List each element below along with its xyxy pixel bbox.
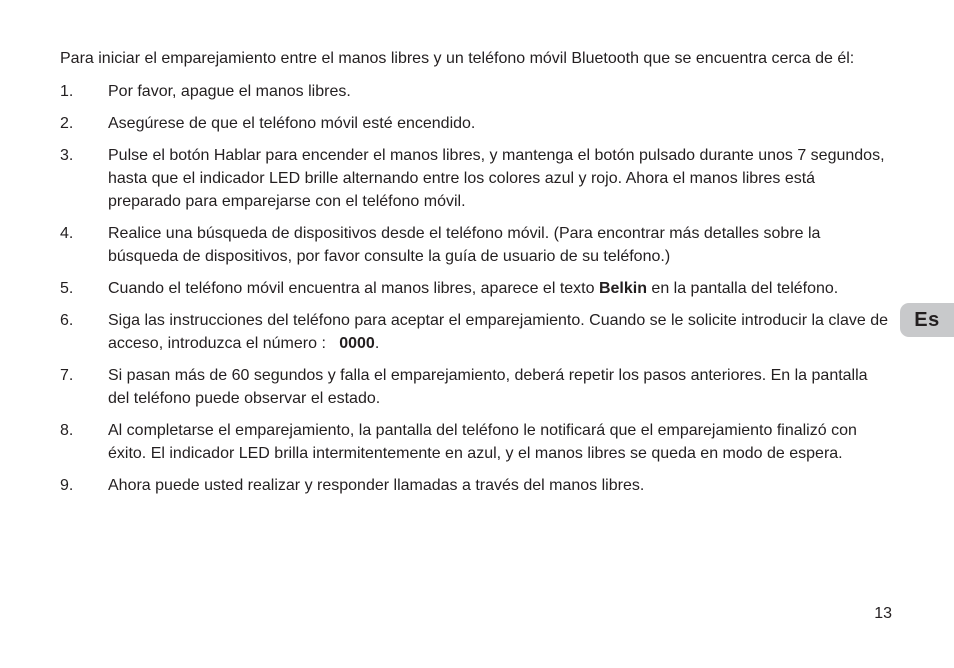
step-number: 4. <box>60 225 74 242</box>
list-item <box>60 309 892 355</box>
list-item <box>60 80 892 103</box>
step-text-after: en la pantalla del teléfono. <box>646 280 839 297</box>
page-content <box>60 47 892 506</box>
step-text <box>108 277 892 300</box>
passkey-bold: 0000 <box>339 335 375 352</box>
step-number: 6. <box>60 312 74 329</box>
list-item <box>60 144 892 213</box>
step-text: Pulse el botón Hablar para encender el manos libres, y mantenga el botón pulsado durante unos 7 segundos, hasta que el indicador LED brille alternando entre los colores azul y rojo. Ahora el manos libres está preparado para emparejarse con el teléfono móvil. <box>108 147 885 210</box>
step-number: 2. <box>60 115 74 132</box>
list-item <box>60 112 892 135</box>
step-text: Por favor, apague el manos libres. <box>108 83 351 100</box>
step-number: 7. <box>60 367 74 384</box>
step-number: 9. <box>60 477 74 494</box>
list-item <box>60 419 892 465</box>
page-number: 13 <box>874 605 892 622</box>
step-text-after: . <box>374 335 380 352</box>
step-text: Al completarse el emparejamiento, la pantalla del teléfono le notificará que el emparejamiento finalizó con éxito. El indicador LED brilla intermitentemente en azul, y el manos libres se queda en modo de espera. <box>108 422 857 462</box>
step-text: Ahora puede usted realizar y responder llamadas a través del manos libres. <box>108 477 645 494</box>
step-text: Realice una búsqueda de dispositivos desde el teléfono móvil. (Para encontrar más detalles sobre la búsqueda de dispositivos, por favor consulte la guía de usuario de su teléfono.) <box>108 225 821 265</box>
step-number: 3. <box>60 147 74 164</box>
list-item <box>60 364 892 410</box>
list-item <box>60 222 892 268</box>
step-number: 1. <box>60 83 74 100</box>
step-number: 8. <box>60 422 74 439</box>
step-number: 5. <box>60 280 74 297</box>
list-item <box>60 277 892 300</box>
step-text <box>108 309 892 355</box>
intro-paragraph: Para iniciar el emparejamiento entre el manos libres y un teléfono móvil Bluetooth que se encuentra cerca de él: <box>60 50 855 67</box>
pairing-steps-list <box>60 80 892 497</box>
step-text-before: Siga las instrucciones del teléfono para aceptar el emparejamiento. Cuando se le solicite introducir la clave de acceso, introduzca el número : <box>108 312 893 352</box>
step-text: Si pasan más de 60 segundos y falla el emparejamiento, deberá repetir los pasos anteriores. En la pantalla del teléfono puede observar el estado. <box>108 367 868 407</box>
step-text: Asegúrese de que el teléfono móvil esté encendido. <box>108 115 476 132</box>
list-item <box>60 474 892 497</box>
language-tab: Es <box>900 303 954 337</box>
brand-name-bold: Belkin <box>598 280 647 297</box>
step-text-before: Cuando el teléfono móvil encuentra al manos libres, aparece el texto <box>108 280 599 297</box>
